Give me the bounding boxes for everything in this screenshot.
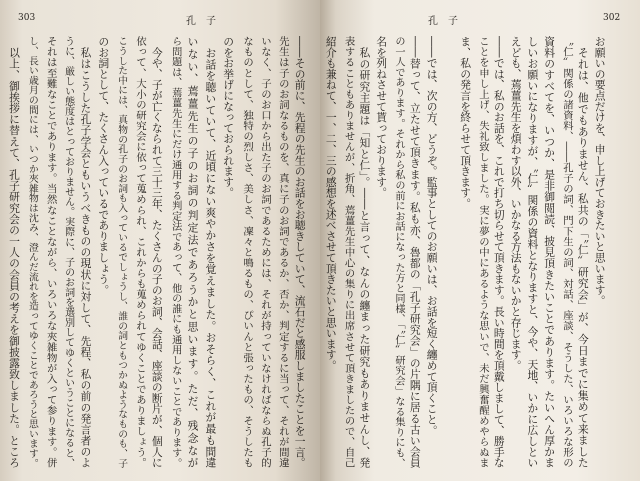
text-column: のお詞として、たくさん入っているでありましょう。 xyxy=(97,36,111,296)
text-column: ――では、私のお話を、これで打ち切らせて頂きます。長い時間を頂戴しまして、勝手な xyxy=(492,36,506,468)
text-column: それは、他でもありません、私共の「〝仁〟研究会」が、今日までに集めて来ました xyxy=(576,36,590,468)
text-column: 資料のすべてを、いつか、是非御閲読、披見頂きたいことであります。たいへん厚かま xyxy=(543,36,557,468)
text-column: 表することもありませんが、折角、蔫薑先生中心の集りに出席させて頂きましたので、自己 xyxy=(342,36,355,468)
text-column: ――替って、立たせて頂きます。私も亦、魯都の「孔子研究会」の片隅に居る古い会員 xyxy=(408,36,422,468)
text-column: ま、私の発言を終らせて頂きます。 xyxy=(459,36,473,209)
text-column: お願いの要点だけを、申し上げておきたいと思います。 xyxy=(593,36,607,306)
text-column: それは至難なことであります。当然なことながら、いろいろな夾雑物が入って参ります。併 xyxy=(44,36,57,468)
text-column: 依って、大小の研究会に依って蒐められ、これからも蒐められてゆくことでありましょう。 xyxy=(134,36,146,468)
text-column: いない、蔫薑先生の子のお詞の判定法であろうかと思います。ただ、残念なが xyxy=(186,36,200,468)
text-column: し、長い歳月の間には、いつか夾雑物は沈み、澄んだ流れを造ってゆくことであろうと思います。 xyxy=(26,36,38,468)
text-column: 名を列ねさせて貰っております。 xyxy=(375,36,389,198)
page-number: 302 xyxy=(603,13,621,23)
text-column: ら問題は、蔫薑先生にだけ通用する判定法であって、他の誰にも通用しないことであります。 xyxy=(169,36,181,468)
page-302 xyxy=(320,0,640,481)
running-head: 孔 子 xyxy=(186,16,216,27)
text-column: なものとして、独特の烈しさ、美しさ、凜々と鳴るもの、ぴいんと張ったもの、そうしたも xyxy=(241,36,254,468)
text-column: しいお願いになりますが、〝仁〟関係の資料となりますと、今や、天地、いかに広しとい xyxy=(526,36,540,468)
text-column: えども、蔫薑先生を煩わす以外、いかなる方法もないかと存じます。 xyxy=(509,36,523,371)
text-column: のをお挙げになっておられます。 xyxy=(222,36,236,198)
text-column: 紹介も兼ねて、一、二、三の感想を述べさせて頂きたいと思います。 xyxy=(324,36,338,371)
text-column: 私はこうした孔子学会ともいうべきものの現状に対して、先程、私の前の発言者のよ xyxy=(79,36,93,468)
text-column: こうした中には、真物の孔子のお詞も入っているでしょうし、誰の詞ともつかぬようなものも、子 xyxy=(116,36,128,468)
text-column: 以上、御挨拶に替えて、孔子研究会の一人の会員の考えを御披露致しました。ところ xyxy=(8,36,21,468)
page-number: 303 xyxy=(18,13,36,23)
text-column: 先生は子のお詞なるものを、真に子のお詞であるか、否か、判定するに当って、それが間違 xyxy=(276,36,289,468)
running-head: 孔 子 xyxy=(428,16,458,27)
text-column: ――では、次の方、どうぞ。監事としてのお願いは、お話を短く纏めて頂くこと。 xyxy=(425,36,439,436)
text-column: 私の研究主題は「知と仁」。――と言って、なんの纏まった研究もありませんし、発 xyxy=(358,36,372,468)
text-column: 今や、子が亡くなられて三十三年、たくさんの子のお詞、会話、座談の断片が、個人に xyxy=(150,36,164,468)
text-column: お話を聴いていて、近頃にない爽やかさを覚えました。おそらく、これが最も間違 xyxy=(204,36,218,468)
text-column: いなく、子のお口から出た子のお詞であるためには、それが持っていなければならぬ孔子的 xyxy=(258,36,271,468)
text-column: ことを申し上げ、失礼致しました。実に夢の中にあるような思いで、未だ興奮醒めやらぬま xyxy=(477,36,489,468)
text-column: うに、厳しい態度はとっておりません。実際に、子のお詞を選別してゆくということになると、 xyxy=(62,36,74,468)
text-column: 〝仁〟関係の諸資料、――孔子の詞、門下生の詞、対話、座談、そうした、いろいろな形の xyxy=(561,36,573,468)
text-column: ――その前に、先程の先生のお話をお聴きしていて、流石だと感服しましたことを一言。 xyxy=(293,36,307,468)
text-column: の一人であります。それから私の前にお話になった方と同様、「〝仁〟研究会」なる集りにも、 xyxy=(393,36,404,468)
